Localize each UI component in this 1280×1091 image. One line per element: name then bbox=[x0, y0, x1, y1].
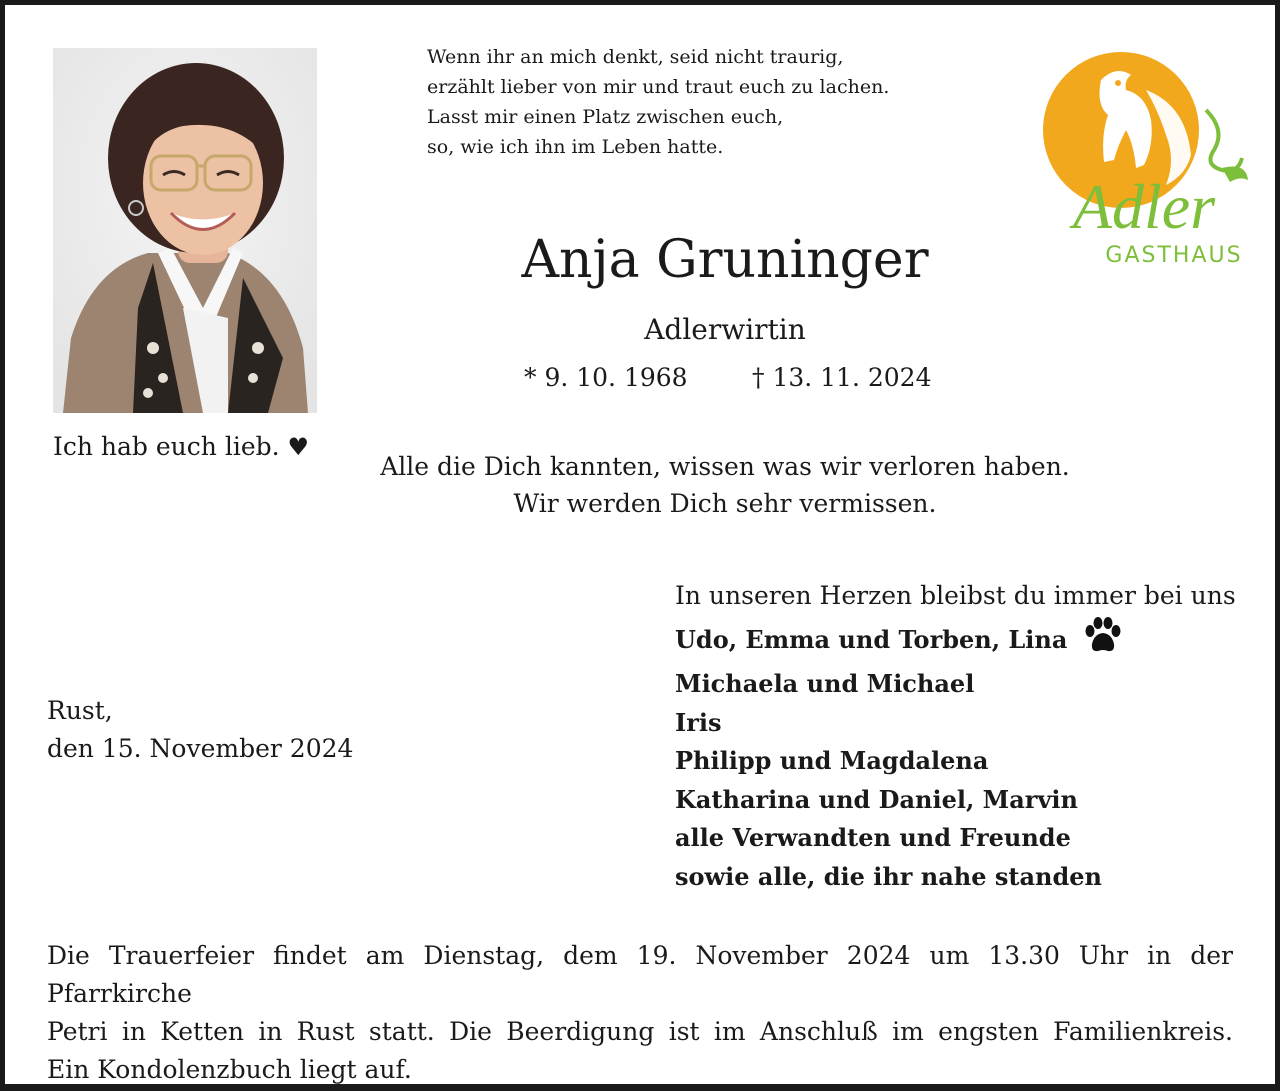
family-line: Philipp und Magdalena bbox=[675, 746, 989, 775]
memorial-verse bbox=[330, 448, 1120, 522]
photo-caption-text: Ich hab euch lieb. bbox=[53, 432, 280, 461]
heart-icon: ♥ bbox=[287, 433, 310, 461]
logo-brand-text: Adler bbox=[1072, 171, 1216, 242]
family-intro: In unseren Herzen bleibst du immer bei uns bbox=[675, 581, 1236, 610]
poem-line: Lasst mir einen Platz zwischen euch, bbox=[427, 106, 784, 128]
family-line-text: Udo, Emma und Torben, Lina bbox=[675, 624, 1068, 654]
notice-line: Petri in Ketten in Rust statt. Die Beerdigung ist im Anschluß im engsten Familienkreis. bbox=[47, 1017, 1233, 1046]
family-line: Katharina und Daniel, Marvin bbox=[675, 784, 1078, 814]
deceased-title: Adlerwirtin bbox=[644, 313, 806, 346]
poem-line: so, wie ich ihn im Leben hatte. bbox=[427, 136, 724, 158]
funeral-notice bbox=[47, 937, 1233, 1089]
family-line: Michaela und Michael bbox=[675, 669, 975, 698]
place-date-text: den 15. November 2024 bbox=[47, 734, 354, 763]
birth-date: * 9. 10. 1968 bbox=[524, 363, 688, 392]
poem bbox=[427, 42, 987, 162]
family-line bbox=[675, 616, 1265, 666]
notice-line: Die Trauerfeier findet am Dienstag, dem 19. November 2024 um 13.30 Uhr in der Pfarrkirche bbox=[47, 941, 1233, 1008]
paw-print-icon bbox=[1082, 616, 1122, 666]
family-line: alle Verwandten und Freunde bbox=[675, 823, 1071, 852]
poem-line: Wenn ihr an mich denkt, seid nicht traurig, bbox=[427, 46, 844, 68]
poem-line: erzählt lieber von mir und traut euch zu lachen. bbox=[427, 76, 890, 98]
family-list bbox=[675, 577, 1265, 896]
photo-caption bbox=[53, 432, 317, 461]
deceased-name: Anja Gruninger bbox=[521, 230, 929, 290]
logo-subtitle-text: GASTHAUS bbox=[1105, 243, 1243, 268]
place-date bbox=[47, 692, 353, 768]
verse-line: Alle die Dich kannten, wissen was wir verloren haben. bbox=[380, 452, 1070, 481]
death-date: † 13. 11. 2024 bbox=[752, 363, 932, 392]
place-city: Rust, bbox=[47, 696, 113, 725]
family-line: sowie alle, die ihr nahe standen bbox=[675, 861, 1102, 891]
verse-line: Wir werden Dich sehr vermissen. bbox=[513, 489, 937, 518]
family-line: Iris bbox=[675, 707, 722, 737]
notice-line: Ein Kondolenzbuch liegt auf. bbox=[47, 1055, 412, 1084]
portrait-photo bbox=[53, 48, 317, 413]
